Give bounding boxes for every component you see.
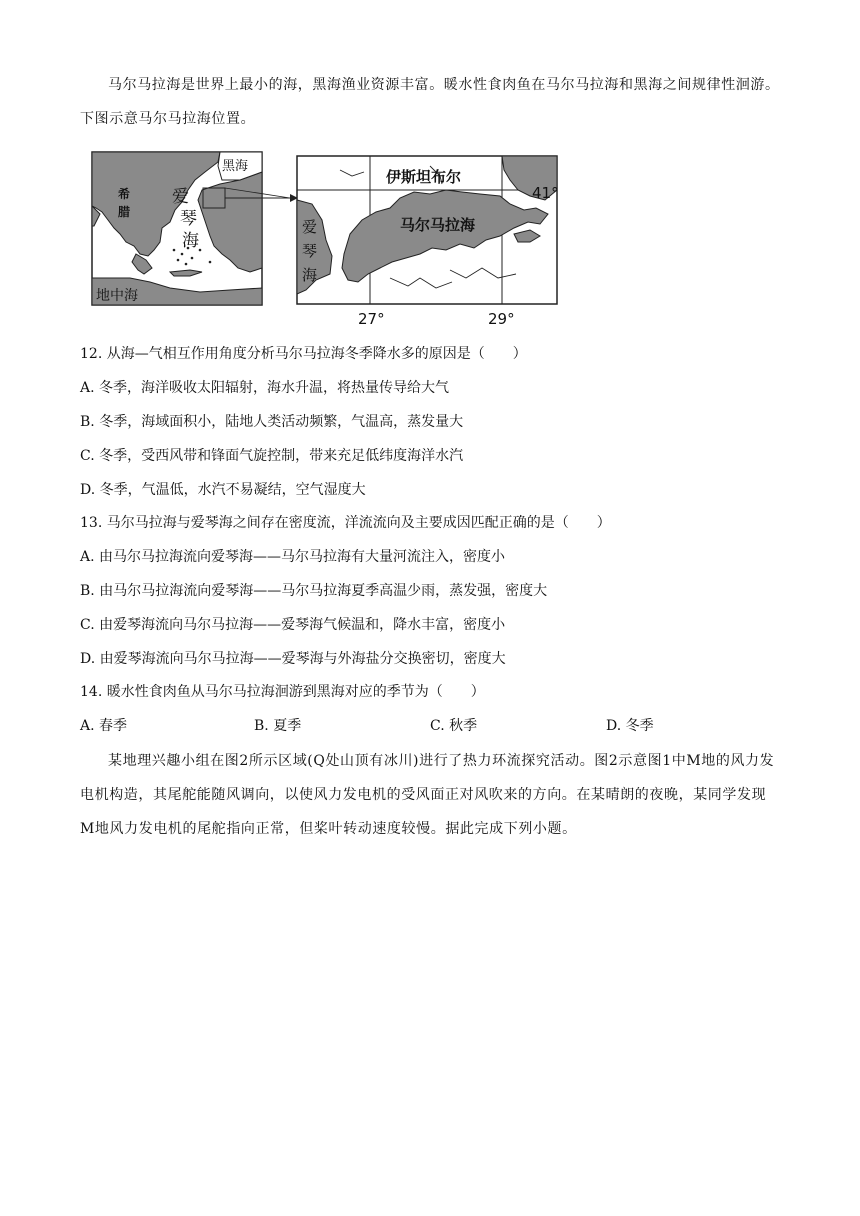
label-black-sea: 黑海	[222, 159, 249, 174]
q12-option-a: A. 冬季，海洋吸收太阳辐射，海水升温，将热量传导给大气	[80, 380, 450, 396]
question-14-stem: 14. 暖水性食肉鱼从马尔马拉海洄游到黑海对应的季节为（ ）	[80, 684, 485, 700]
q12-option-b: B. 冬季，海域面积小，陆地人类活动频繁，气温高，蒸发量大	[80, 414, 464, 430]
label-greece-2: 腊	[118, 205, 131, 219]
label-aegean-r2: 琴	[302, 242, 318, 260]
label-lon-27: 27°	[358, 310, 385, 328]
label-aegean-r1: 爱	[302, 218, 318, 236]
intro-paragraph-1: 马尔马拉海是世界上最小的海，黑海渔业资源丰富。暖水性食肉鱼在马尔马拉海和黑海之间规律性洄游。下图示意马尔马拉海位置。	[80, 77, 780, 127]
q14-option-b: B. 夏季	[254, 718, 302, 734]
q13-option-a: A. 由马尔马拉海流向爱琴海——马尔马拉海有大量河流注入，密度小	[80, 549, 506, 565]
marmara-detail-map	[297, 156, 559, 328]
label-greece-1: 希	[118, 187, 131, 201]
label-aegean-r3: 海	[302, 266, 318, 284]
label-aegean-1: 爱	[172, 187, 189, 207]
q13-option-d: D. 由爱琴海流向马尔马拉海——爱琴海与外海盐分交换密切，密度大	[80, 651, 506, 667]
q14-option-a: A. 春季	[80, 718, 128, 734]
q13-option-c: C. 由爱琴海流向马尔马拉海——爱琴海气候温和，降水丰富，密度小	[80, 617, 506, 633]
label-lon-29: 29°	[488, 310, 515, 328]
marmara-location-map	[90, 150, 560, 330]
q12-option-d: D. 冬季，气温低，水汽不易凝结，空气湿度大	[80, 482, 366, 498]
label-istanbul: 伊斯坦布尔	[386, 168, 462, 186]
q13-option-b: B. 由马尔马拉海流向爱琴海——马尔马拉海夏季高温少雨，蒸发强，密度大	[80, 583, 548, 599]
label-marmara: 马尔马拉海	[400, 216, 476, 234]
q14-option-d: D. 冬季	[606, 718, 654, 734]
label-lat-41: 41°	[532, 184, 559, 202]
regional-map	[92, 152, 262, 305]
intro-paragraph-2: 某地理兴趣小组在图2所示区域(Q处山顶有冰川)进行了热力环流探究活动。图2示意图1中M地的风力发电机构造，其尾舵能随风调向，以使风力发电机的受风面正对风吹来的方向。在某晴朗的夜晚，某同学发现M地风力发电机的尾舵指向正常，但桨叶转动速度较慢。据此完成下列小题。	[80, 753, 775, 837]
q14-option-c: C. 秋季	[430, 718, 478, 734]
question-13-stem: 13. 马尔马拉海与爱琴海之间存在密度流，洋流流向及主要成因匹配正确的是（ ）	[80, 515, 611, 531]
label-aegean-2: 琴	[180, 209, 197, 229]
label-aegean-3: 海	[182, 231, 199, 251]
label-mediterranean: 地中海	[96, 288, 138, 304]
q12-option-c: C. 冬季，受西风带和锋面气旋控制，带来充足低纬度海洋水汽	[80, 448, 464, 464]
question-12-stem: 12. 从海—气相互作用角度分析马尔马拉海冬季降水多的原因是（ ）	[80, 346, 527, 362]
